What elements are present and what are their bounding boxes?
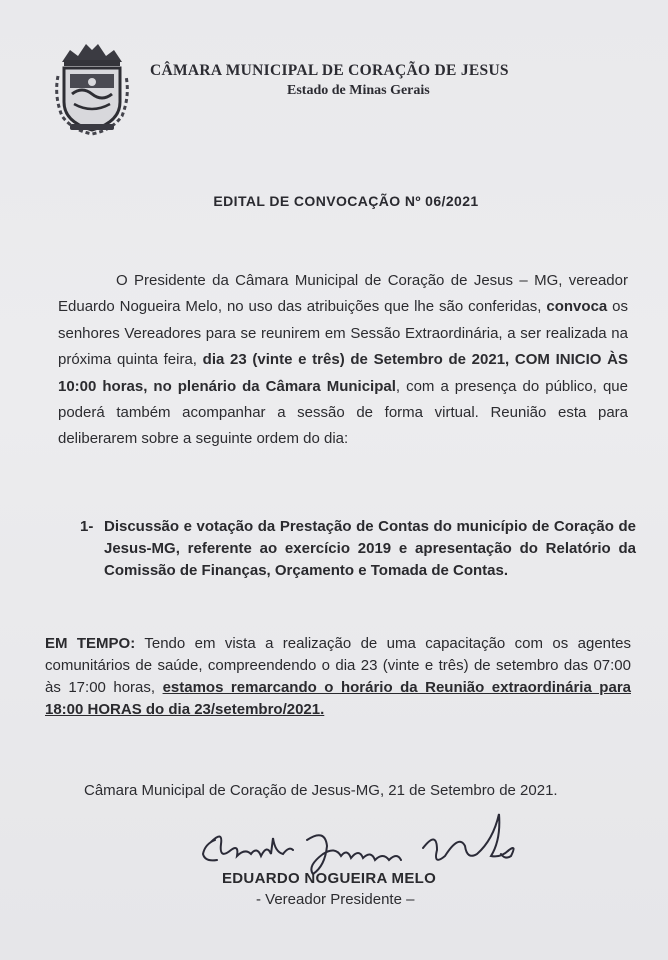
header	[150, 62, 570, 99]
signatory-role: - Vereador Presidente –	[256, 891, 415, 908]
signatory-name: EDUARDO NOGUEIRA MELO	[222, 870, 437, 887]
institution-title: CÂMARA MUNICIPAL DE CORAÇÃO DE JESUS	[150, 62, 509, 79]
em-tempo-text: Tendo em vista a realização de uma capacitação com os agentes comunitários de saúde, compreendendo o dia 23 (vinte e três) de setembro das 07:00 às 17:00 horas,	[45, 635, 632, 696]
coat-of-arms-icon	[52, 36, 132, 136]
convocation-paragraph	[58, 268, 628, 453]
paragraph-text-1: O Presidente da Câmara Municipal de Coração de Jesus – MG, vereador Eduardo Nogueira Melo, no uso das atribuições que lhe são conferidas,	[58, 272, 628, 316]
state-subtitle: Estado de Minas Gerais	[287, 83, 430, 98]
agenda-item-number: 1-	[80, 518, 94, 535]
em-tempo-reschedule-time: 18:00 HORAS do dia 23/setembro/2021.	[45, 701, 325, 718]
paragraph-text-3: , com a presença do público, que poderá também acompanhar a sessão de forma virtual. Reunião esta para deliberarem sobre a seguinte ordem do dia:	[58, 377, 628, 448]
paragraph-bold-date: dia 23 (vinte e três) de Setembro de 2021, COM INICIO ÀS 10:00 horas, no plenário da Câmara Municipal	[58, 351, 628, 395]
agenda-item-text: Discussão e votação da Prestação de Contas do município de Coração de Jesus-MG, referente ao exercício 2019 e apresentação do Relatório da Comissão de Finanças, Orçamento e Tomada de Contas.	[104, 518, 636, 579]
em-tempo-notice	[45, 633, 631, 721]
place-date-line: Câmara Municipal de Coração de Jesus-MG, 21 de Setembro de 2021.	[84, 782, 558, 799]
paragraph-text-2: os senhores Vereadores para se reunirem em Sessão Extraordinária, a ser realizada na próxima quinta feira,	[58, 298, 628, 369]
paragraph-bold-convoca: convoca	[546, 298, 608, 316]
edital-title: EDITAL DE CONVOCAÇÃO Nº 06/2021	[213, 193, 479, 209]
em-tempo-label: EM TEMPO:	[45, 635, 136, 652]
em-tempo-reschedule: estamos remarcando o horário da Reunião extraordinária para	[162, 679, 631, 696]
agenda-item	[80, 516, 636, 582]
